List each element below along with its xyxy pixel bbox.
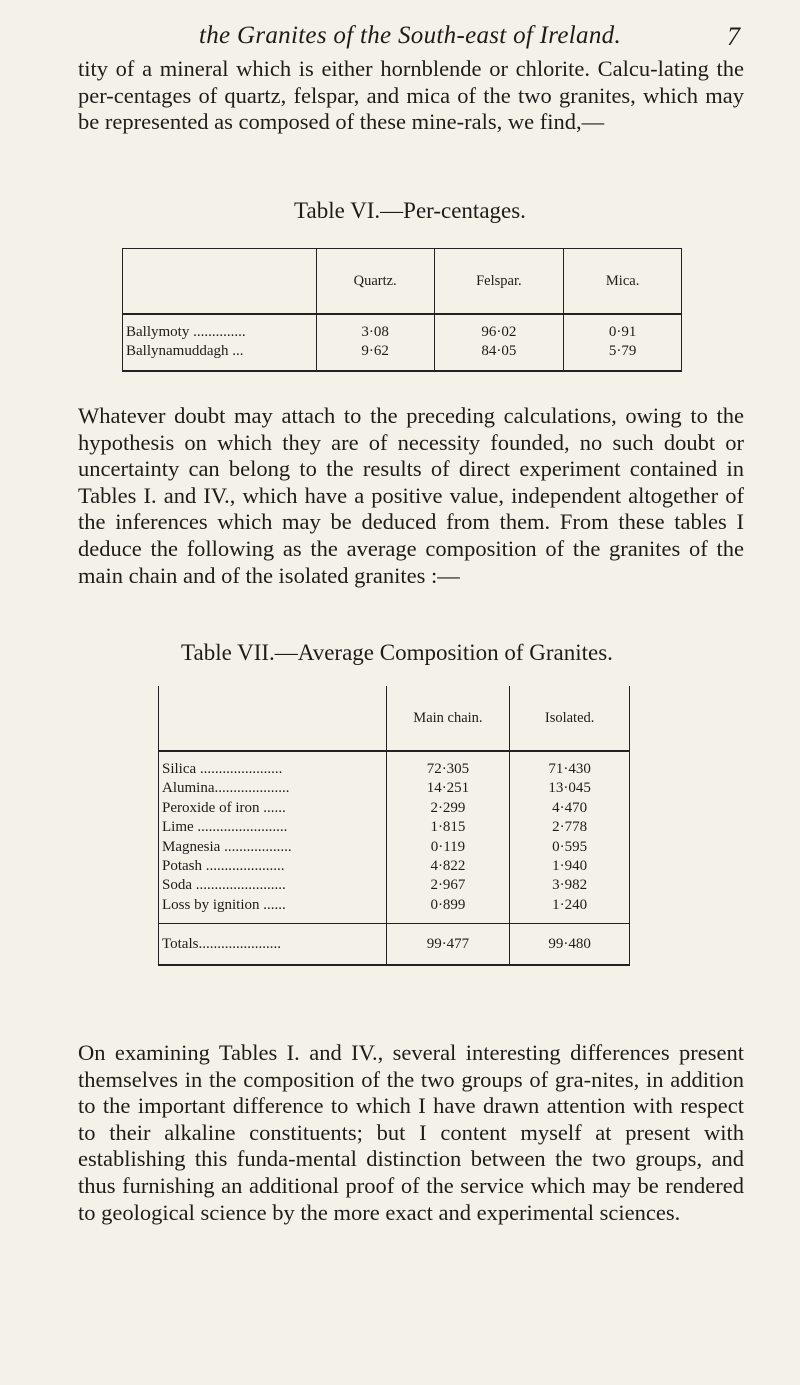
table-7-cell: 13·045 (548, 780, 591, 797)
table-7-row-label: Lime ........................ (162, 819, 288, 836)
table-7-cell: 1·240 (552, 896, 588, 913)
page-header (80, 22, 740, 56)
table-7-cell: 71·430 (548, 761, 591, 777)
table-7-cell: 2·299 (430, 799, 466, 816)
table-6 (122, 248, 682, 372)
table-7-header-row (159, 686, 630, 751)
running-title: the Granites of the South-east of Ireland. (198, 22, 622, 49)
table-6-row-labels (123, 314, 317, 371)
table-7-cell: 2·967 (430, 877, 466, 894)
table-6-col-quartz: Quartz. (316, 249, 434, 315)
table-7-cell: 4·470 (552, 799, 588, 816)
table-6-cell: 5·79 (608, 343, 637, 360)
table-7-row-label: Alumina.................... (162, 780, 290, 797)
table-6-row-label: Ballymoty .............. (126, 324, 246, 340)
table-7-cell: 2·778 (552, 819, 588, 836)
table-6-body-row (123, 314, 682, 371)
table-6-cell: 96·02 (481, 324, 517, 340)
table-6-cell: 84·05 (481, 343, 517, 360)
table-7-cell: 1·815 (430, 819, 466, 836)
table-6-cell: 0·91 (608, 324, 637, 340)
table-6-header-row (123, 249, 682, 315)
table-7-totals-isolated: 99·480 (510, 924, 630, 966)
table-7-row-label: Loss by ignition ...... (162, 896, 286, 913)
table-6-row-label: Ballynamuddagh ... (126, 343, 244, 360)
table-7-row-label: Silica ...................... (162, 761, 283, 777)
table-7-cell: 14·251 (426, 780, 470, 797)
table-7-col-isolated: Isolated. (510, 686, 630, 751)
table-7-row-label: Magnesia .................. (162, 838, 292, 855)
table-6-col-felspar: Felspar. (434, 249, 564, 315)
table-6-mica-values (564, 314, 682, 371)
table-7-body-row (159, 751, 630, 924)
table-7-cell: 4·822 (430, 858, 466, 875)
table-7-isolated-values (510, 751, 630, 924)
paragraph-3: On examining Tables I. and IV., several interesting differences present themselves in the composition of the two groups of gra-nites, in addition to the important difference to which I have drawn attention with respect to their alkaline constituents; but I content myself at present with establishing this funda-mental distinction between the two groups, and thus furnishing an additional proof of the service which may be rendered to geological science by the more exact and experimental sciences. (78, 1040, 744, 1225)
table-6-col-mica: Mica. (564, 249, 682, 315)
table-7-totals-main-chain: 99·477 (386, 924, 510, 966)
table-6-felspar-values (434, 314, 564, 371)
table-7-totals-label: Totals...................... (159, 924, 387, 966)
table-7 (158, 686, 630, 966)
table-7-row-label: Soda ........................ (162, 877, 286, 894)
paragraph-2: Whatever doubt may attach to the preceding calculations, owing to the hypothesis on which they are of necessity founded, no such doubt or uncertainty can belong to the results of direct experiment contained in Tables I. and IV., which have a positive value, independent altogether of the inferences which may be deduced from them. From these tables I deduce the following as the average composition of the granites of the main chain and of the isolated granites :— (78, 403, 744, 588)
page-number: 7 (727, 22, 740, 51)
table-6-corner-cell (123, 249, 317, 315)
table-7-cell: 0·119 (430, 838, 466, 855)
table-6-cell: 9·62 (361, 343, 389, 360)
table-7-cell: 0·595 (552, 838, 588, 855)
table-7-row-label: Peroxide of iron ...... (162, 799, 286, 816)
table-7-row-labels (159, 751, 387, 924)
table-7-cell: 3·982 (552, 877, 588, 894)
table-7-main-chain-values (386, 751, 510, 924)
table-7-row-label: Potash ..................... (162, 858, 285, 875)
table-7-caption: Table VII.—Average Composition of Granites. (181, 640, 613, 665)
table-7-cell: 1·940 (552, 858, 588, 875)
table-6-quartz-values (316, 314, 434, 371)
table-7-totals-row (159, 924, 630, 966)
table-6-cell: 3·08 (361, 324, 389, 340)
table-7-cell: 0·899 (430, 896, 466, 913)
paragraph-1: tity of a mineral which is either hornblende or chlorite. Calcu-lating the per-centages of quartz, felspar, and mica of the two granites, which may be represented as composed of these mine-rals, we find,— (78, 56, 744, 135)
table-7-col-main-chain: Main chain. (386, 686, 510, 751)
table-7-corner-cell (159, 686, 387, 751)
table-7-cell: 72·305 (426, 761, 470, 777)
table-6-caption: Table VI.—Per-centages. (294, 198, 526, 223)
